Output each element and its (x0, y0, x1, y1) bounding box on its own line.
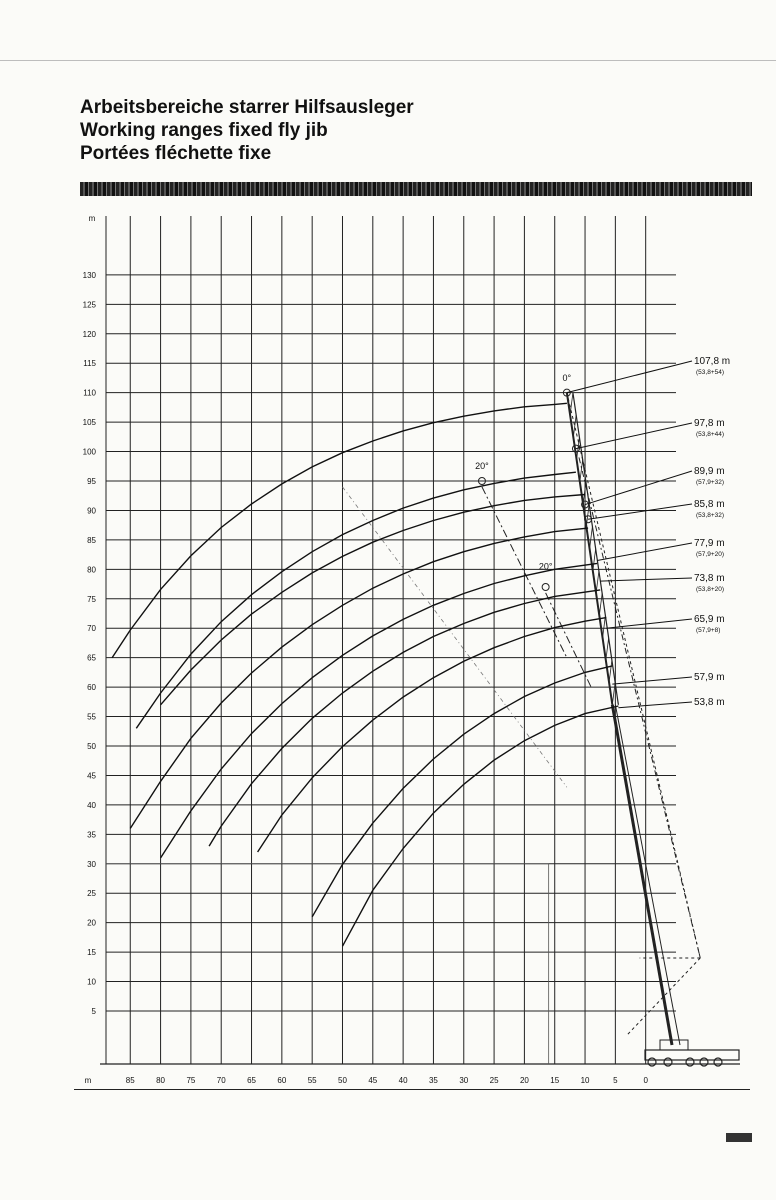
range-curve (130, 528, 588, 828)
boom-label-leader (612, 677, 692, 684)
y-tick-label: 50 (87, 742, 96, 751)
y-tick-label: 35 (87, 830, 96, 840)
boom-config-label: (53,8+54) (696, 369, 725, 376)
y-tick-label: 5 (91, 1007, 96, 1016)
crane-wheel (686, 1058, 694, 1066)
y-tick-label: 55 (87, 712, 96, 722)
y-tick-label: 90 (87, 506, 96, 516)
boom-config-label: (57,9+32) (696, 479, 725, 486)
boom-label-leader (585, 471, 692, 505)
axis-ticks (83, 214, 649, 1085)
boom-label-leader (576, 423, 692, 449)
crane-wheel (648, 1058, 656, 1066)
range-curve (343, 706, 619, 946)
y-tick-label: 120 (82, 329, 96, 339)
x-tick-label: 35 (428, 1076, 438, 1085)
range-curve (312, 666, 612, 917)
y-tick-label: 80 (87, 565, 96, 575)
boom-config-label: (53,8+44) (696, 431, 725, 438)
range-curve (112, 403, 567, 657)
x-tick-label: 40 (398, 1076, 408, 1085)
y-tick-label: 20 (87, 918, 96, 928)
page-mark (726, 1133, 752, 1142)
fly-jib-lattice (603, 616, 606, 638)
y-tick-label: 25 (87, 889, 96, 899)
main-boom-edge (615, 705, 680, 1045)
fly-jib-lattice (606, 638, 609, 660)
range-curves (112, 403, 618, 946)
x-tick-label: 75 (186, 1076, 196, 1085)
y-tick-label: 85 (87, 535, 96, 545)
boom-length-label: 73,8 m (694, 573, 725, 584)
y-tick-label: 45 (87, 771, 96, 781)
x-tick-label: 30 (459, 1076, 469, 1085)
y-tick-label: 60 (87, 683, 96, 693)
boom-length-label: 65,9 m (694, 614, 725, 625)
boom-length-label: 107,8 m (694, 356, 731, 367)
crane-cab (660, 1040, 688, 1050)
fly-jib-lattice (599, 593, 602, 615)
jib-head (542, 584, 549, 591)
bottom-rule (74, 1089, 750, 1090)
range-curve (258, 618, 607, 852)
y-tick-label: 130 (82, 270, 96, 280)
x-tick-label: 85 (125, 1076, 135, 1085)
x-tick-label: 70 (216, 1076, 226, 1085)
y-tick-label: 105 (82, 418, 96, 428)
x-tick-label: 55 (307, 1076, 317, 1085)
boom-length-label: 53,8 m (694, 697, 725, 708)
x-tick-label: 20 (519, 1076, 529, 1085)
x-tick-label: 0 (643, 1076, 648, 1085)
x-axis-unit-label: m (84, 1076, 92, 1085)
boom-config-label: (57,9+20) (696, 551, 725, 558)
x-tick-label: 65 (247, 1076, 256, 1085)
crane-wheel (714, 1058, 722, 1066)
y-axis-unit-label: m (88, 214, 96, 223)
y-tick-label: 75 (87, 594, 96, 604)
main-boom (612, 705, 672, 1045)
title-french: Portées fléchette fixe (80, 143, 272, 164)
angle-label: 20° (538, 561, 553, 572)
x-tick-label: 50 (338, 1076, 347, 1085)
title-english: Working ranges fixed fly jib (80, 120, 328, 141)
fly-jib-lattice (590, 526, 593, 548)
angle-label: 20° (475, 461, 489, 472)
grid (100, 216, 740, 1064)
y-tick-label: 100 (82, 447, 96, 457)
boom-label-leader (597, 543, 692, 561)
boom-label-leader (567, 361, 692, 393)
y-tick-label: 10 (87, 977, 96, 987)
boom-config-label: (57,9+8) (696, 627, 721, 634)
fly-jib-lattice (593, 549, 596, 571)
y-tick-label: 65 (87, 653, 96, 663)
y-tick-label: 115 (83, 359, 96, 369)
fly-jib-lattice (612, 682, 615, 704)
x-tick-label: 5 (613, 1076, 618, 1085)
boom-length-label: 57,9 m (694, 672, 725, 683)
boom-label-leader (588, 504, 692, 519)
x-tick-label: 25 (489, 1076, 499, 1085)
boom-length-label: 77,9 m (694, 538, 725, 549)
x-tick-label: 80 (156, 1076, 166, 1085)
y-tick-label: 125 (82, 300, 96, 310)
boom-config-label: (53,8+32) (696, 512, 725, 519)
y-tick-label: 40 (87, 800, 96, 810)
x-tick-label: 60 (277, 1076, 287, 1085)
boom-length-label: 97,8 m (694, 418, 725, 429)
y-tick-label: 110 (83, 388, 96, 398)
fly-jib-lattice (609, 660, 612, 682)
range-curve (161, 563, 598, 858)
x-tick-label: 10 (580, 1076, 590, 1085)
y-tick-label: 95 (87, 477, 96, 486)
fly-jib-lattice (573, 415, 576, 437)
x-tick-label: 15 (550, 1076, 560, 1085)
boom-length-label: 89,9 m (694, 466, 725, 477)
y-tick-label: 15 (87, 948, 96, 958)
boom-label-leader (618, 702, 692, 708)
guy-line (579, 457, 700, 958)
y-tick-label: 70 (87, 624, 96, 634)
boom-length-label: 85,8 m (694, 499, 725, 510)
y-tick-label: 30 (87, 859, 96, 869)
crane-wheel (700, 1058, 708, 1066)
x-tick-label: 45 (368, 1076, 378, 1085)
boom-config-label: (53,8+20) (696, 586, 725, 593)
angle-label: 0° (562, 372, 572, 383)
title-german: Arbeitsbereiche starrer Hilfsausleger (80, 97, 414, 118)
crane-wheel (664, 1058, 672, 1066)
guy-line (567, 393, 700, 958)
